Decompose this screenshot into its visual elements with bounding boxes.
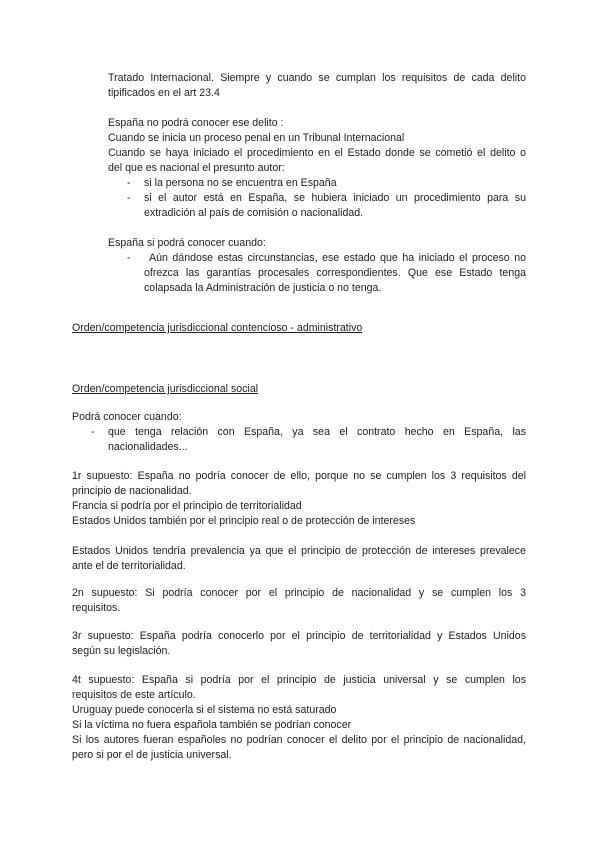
si-bullet-line-1: Aún dándose estas circunstancias, ese estado que ha iniciado el proceso no bbox=[149, 252, 526, 264]
no-podra-case-2-line-1: Cuando se haya iniciado el procedimiento en el Estado donde se cometió el delito o bbox=[108, 147, 526, 159]
no-podra-case-1: Cuando se inicia un proceso penal en un Tribunal Internacional bbox=[108, 132, 405, 144]
supuesto-1-line-4: Estados Unidos también por el principio real o de protección de intereses bbox=[72, 515, 416, 527]
no-podra-case-2-line-2: del que es nacional el presunto autor: bbox=[108, 162, 285, 174]
supuesto-4-line-4: Si la víctima no fuera española también se podrían conocer bbox=[72, 719, 352, 731]
bullet-dash: - bbox=[91, 426, 95, 438]
supuesto-4-line-2: requisitos de este artículo. bbox=[72, 689, 196, 701]
supuesto-4-line-6: pero si por el de justicia universal. bbox=[72, 749, 232, 761]
supuesto-4-line-5: Si los autores fueran españoles no podrían conocer el delito por el principio de nacionalidad, bbox=[72, 734, 526, 746]
supuesto-1-line-2: principio de nacionalidad. bbox=[72, 485, 192, 497]
bullet-2-line-2: extradición al país de comisión o nacionalidad. bbox=[144, 207, 364, 219]
heading-social: Orden/competencia jurisdiccional social bbox=[72, 383, 259, 395]
social-bullet-line-1: que tenga relación con España, ya sea el contrato hecho en España, las bbox=[108, 426, 526, 438]
supuesto-2-line-1: 2n supuesto: Si podría conocer por el principio de nacionalidad y se cumplen los 3 bbox=[72, 587, 526, 599]
social-bullet-line-2: nacionalidades... bbox=[108, 441, 188, 453]
prevalencia-line-2: ante el de territorialidad. bbox=[72, 560, 186, 572]
si-podra-heading: España si podrá conocer cuando: bbox=[108, 237, 266, 249]
bullet-dash: - bbox=[127, 252, 131, 264]
supuesto-1-line-3: Francia si podría por el principio de territorialidad bbox=[72, 500, 302, 512]
bullet-dash: - bbox=[127, 177, 131, 189]
prevalencia-line-1: Estados Unidos tendría prevalencia ya que el principio de protección de intereses prevalece bbox=[72, 545, 526, 557]
bullet-1: si la persona no se encuentra en España bbox=[144, 177, 337, 189]
supuesto-2-line-2: requisitos. bbox=[72, 602, 121, 614]
si-bullet-line-2: ofrezca las garantías procesales correspondientes. Que ese Estado tenga bbox=[144, 267, 526, 279]
no-podra-heading: España no podrá conocer ese delito : bbox=[108, 117, 284, 129]
supuesto-4-line-3: Uruguay puede conocerla si el sistema no está saturado bbox=[72, 704, 337, 716]
supuesto-3-line-1: 3r supuesto: España podría conocerlo por el principio de territorialidad y Estados Unidos bbox=[72, 630, 526, 642]
bullet-dash: - bbox=[127, 192, 131, 204]
intro-line-1: Tratado Internacional. Siempre y cuando se cumplan los requisitos de cada delito bbox=[108, 72, 526, 84]
podra-conocer-heading: Podrá conocer cuando: bbox=[72, 411, 182, 423]
supuesto-3-line-2: según su legislación. bbox=[72, 645, 171, 657]
supuesto-4-line-1: 4t supuesto: España si podría por el principio de justicia universal y se cumplen los bbox=[72, 674, 526, 686]
si-bullet-line-3: colapsada la Administración de justicia o no tenga. bbox=[144, 282, 382, 294]
intro-line-2: tipificados en el art 23.4 bbox=[108, 87, 220, 99]
heading-contencioso: Orden/competencia jurisdiccional contencioso - administrativo bbox=[72, 322, 363, 334]
supuesto-1-line-1: 1r supuesto: España no podría conocer de ello, porque no se cumplen los 3 requisitos del bbox=[72, 470, 526, 482]
bullet-2-line-1: si el autor está en España, se hubiera iniciado un procedimiento para su bbox=[144, 192, 526, 204]
